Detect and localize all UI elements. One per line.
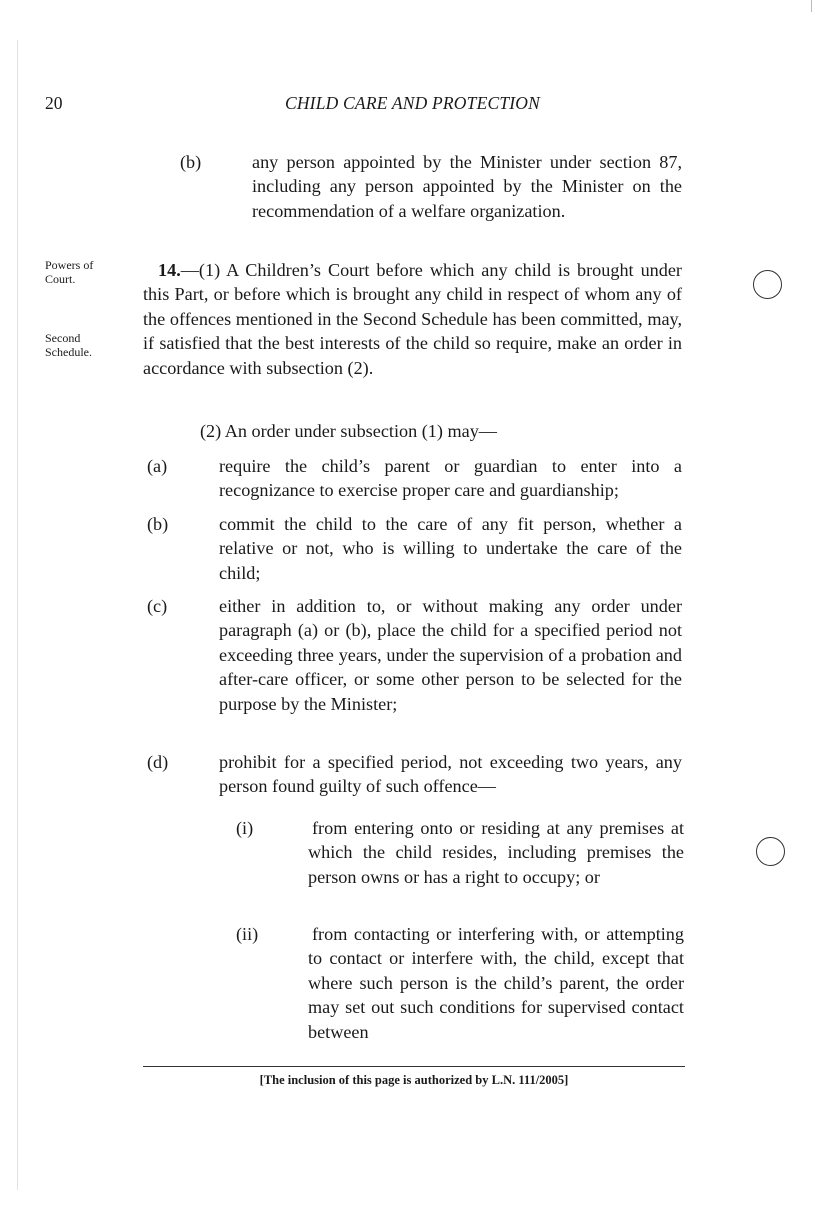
- section-number: 14.: [158, 260, 181, 280]
- paragraph-c: [147, 594, 682, 716]
- footer-rule: [143, 1066, 685, 1067]
- item-label: (c): [147, 596, 168, 616]
- item-text: from contacting or interfering with, or attempting to contact or interfere with, the child, except that where such person is the child’s parent, the order may set out such conditions for supervised contact between: [308, 924, 684, 1042]
- item-text: either in addition to, or without making any order under paragraph (a) or (b), place the child for a specified period not exceeding three years, under the supervision of a probation and after-care officer, or some other person to be selected for the purpose by the Minister;: [219, 596, 682, 714]
- item-label: (b): [147, 514, 169, 534]
- scan-edge-right: [811, 0, 812, 12]
- scan-edge-left: [17, 40, 18, 1190]
- paragraph-a: [147, 454, 682, 503]
- item-text: prohibit for a specified period, not exceeding two years, any person found guilty of such offence—: [219, 752, 682, 797]
- paragraph-d: [147, 750, 682, 799]
- subsection-2-intro: (2) An order under subsection (1) may—: [200, 421, 497, 441]
- paragraph-b: [147, 512, 682, 585]
- margin-note-powers-of-court: Powers of Court.: [45, 258, 94, 286]
- running-title: CHILD CARE AND PROTECTION: [284, 93, 541, 113]
- item-label: (ii): [236, 924, 259, 944]
- margin-note-second-schedule: Second Schedule.: [45, 331, 92, 359]
- continued-item-b: [180, 150, 682, 223]
- punch-hole: [756, 837, 785, 866]
- page-number: 20: [45, 93, 63, 113]
- subparagraph-ii: [236, 922, 684, 1044]
- item-label: (b): [180, 152, 202, 172]
- item-text: any person appointed by the Minister under section 87, including any person appointed by the Minister on the recommendation of a welfare organization.: [252, 152, 682, 221]
- punch-hole: [753, 270, 782, 299]
- section-14-subsection-1: [143, 258, 682, 380]
- subparagraph-i: [236, 816, 684, 889]
- item-label: (a): [147, 456, 168, 476]
- item-label: (i): [236, 818, 254, 838]
- footer-authorization: [The inclusion of this page is authorized by L.N. 111/2005]: [259, 1073, 569, 1087]
- item-text: commit the child to the care of any fit person, whether a relative or not, who is willing to undertake the care of the child;: [219, 514, 682, 583]
- item-label: (d): [147, 752, 169, 772]
- item-text: from entering onto or residing at any premises at which the child resides, including premises the person owns or has a right to occupy; or: [308, 818, 684, 887]
- item-text: require the child’s parent or guardian to enter into a recognizance to exercise proper care and guardianship;: [219, 456, 682, 501]
- section-14-text: —(1) A Children’s Court before which any child is brought under this Part, or before which is brought any child in respect of whom any of the offences mentioned in the Second Schedule has been committed, may, if satisfied that the best interests of the child so require, make an order in accordance with subsection (2).: [143, 260, 682, 378]
